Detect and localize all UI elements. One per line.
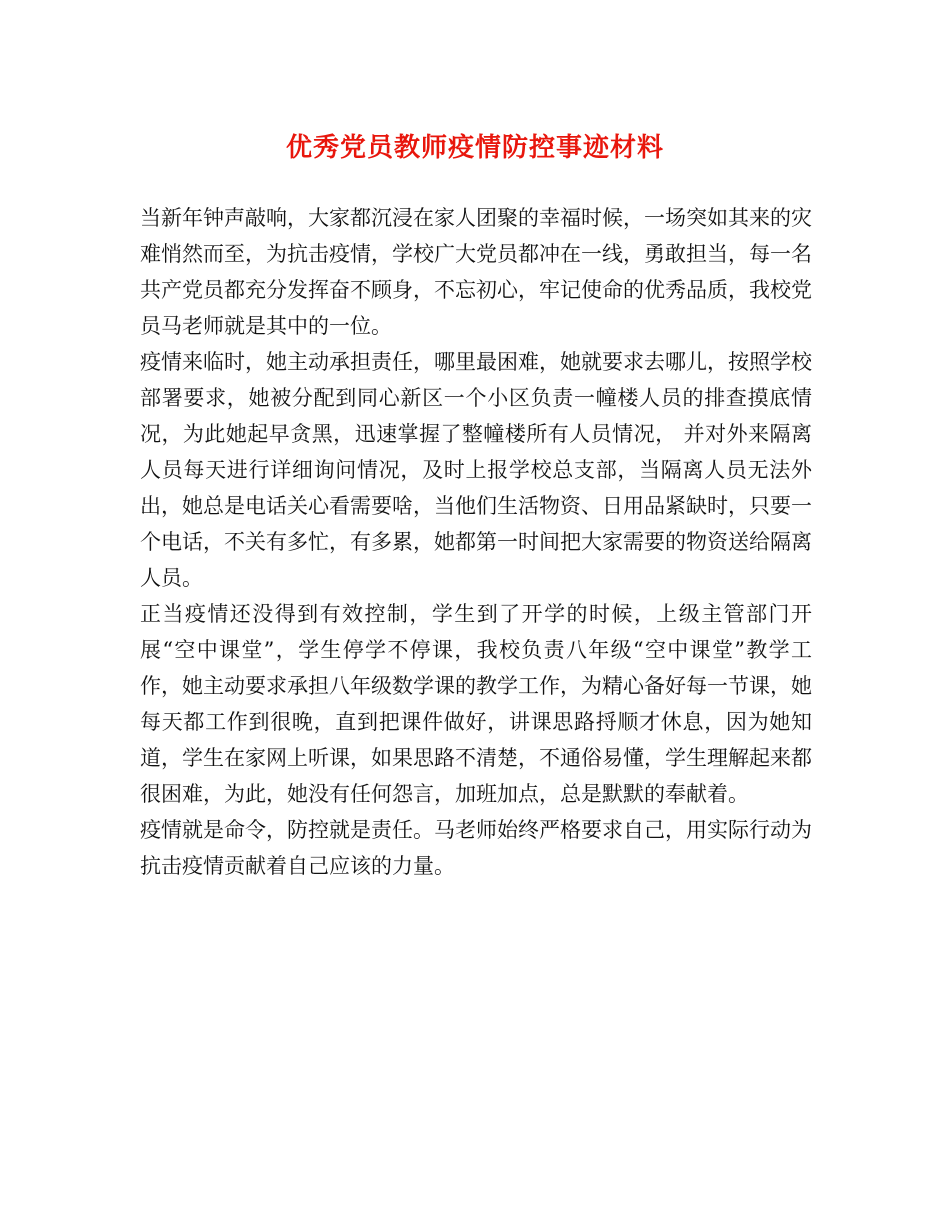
document-title: 优秀党员教师疫情防控事迹材料 — [285, 133, 664, 163]
paragraph-1: 当新年钟声敲响，大家都沉浸在家人团聚的幸福时候，一场突如其来的灾难悄然而至，为抗击疫情，学校广大党员都冲在一线，勇敢担当，每一名共产党员都充分发挥奋不顾身，不忘初心，牢记使命的优秀品质，我校党员马老师就是其中的一位。 — [140, 206, 812, 338]
paragraph-4: 疫情就是命令，防控就是责任。马老师始终严格要求自己，用实际行动为抗击疫情贡献着自己应该的力量。 — [140, 818, 812, 878]
paragraph-2: 疫情来临时，她主动承担责任，哪里最困难，她就要求去哪儿，按照学校部署要求，她被分配到同心新区一个小区负责一幢楼人员的排查摸底情况，为此她起早贪黑，迅速掌握了整幢楼所有人员情况， 并对外来隔离人员每天进行详细询问情况，及时上报学校总支部，当隔离人员无法外出，她总是电话关心看需要啥，当他们生活物资、日用品紧缺时，只要一个电话，不关有多忙，有多累，她都第一时间把大家需要的物资送给隔离人员。 — [140, 350, 812, 590]
document-body — [140, 200, 812, 884]
paragraph-3: 正当疫情还没得到有效控制，学生到了开学的时候，上级主管部门开展“空中课堂”，学生停学不停课，我校负责八年级“空中课堂”教学工作，她主动要求承担八年级数学课的教学工作，为精心备好每一节课，她每天都工作到很晚，直到把课件做好，讲课思路捋顺才休息，因为她知道，学生在家网上听课，如果思路不清楚，不通俗易懂，学生理解起来都很困难，为此，她没有任何怨言，加班加点，总是默默的奉献着。 — [140, 602, 812, 806]
